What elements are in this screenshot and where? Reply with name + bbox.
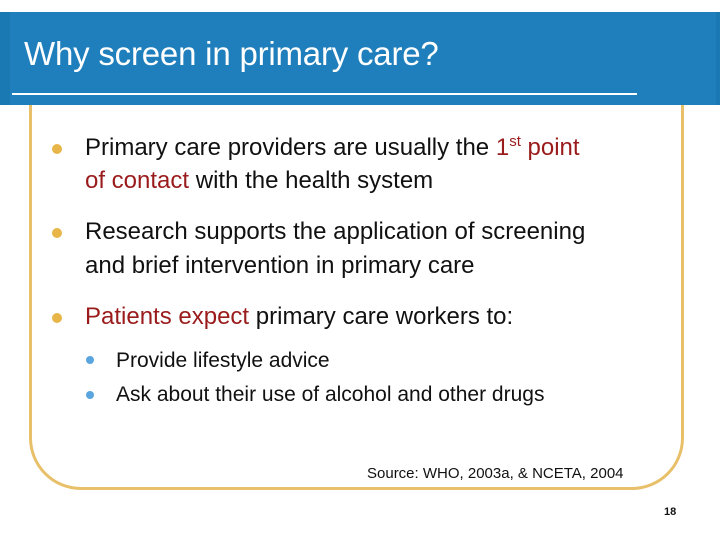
source-citation: Source: WHO, 2003a, & NCETA, 2004	[367, 465, 624, 482]
bullet-2-line-2: and brief intervention in primary care	[85, 252, 475, 279]
sub-bullet-icon	[86, 391, 94, 399]
sub-bullet-icon	[86, 356, 94, 364]
page-number: 18	[664, 506, 677, 518]
bullet-icon	[52, 313, 62, 323]
sub-bullet-2: Ask about their use of alcohol and other drugs	[116, 383, 545, 406]
sub-bullet-1: Provide lifestyle advice	[116, 349, 330, 372]
title-underline	[12, 93, 637, 95]
bullet-icon	[52, 144, 62, 154]
bullet-1-line-2: of contact with the health system	[85, 167, 434, 194]
bullet-2-line-1: Research supports the application of screening	[85, 218, 586, 245]
slide-title: Why screen in primary care?	[24, 35, 439, 72]
bullet-icon	[52, 228, 62, 238]
bullet-1-line-1: Primary care providers are usually the 1st point	[85, 133, 580, 161]
bullet-3-line-1: Patients expect primary care workers to:	[85, 303, 514, 330]
